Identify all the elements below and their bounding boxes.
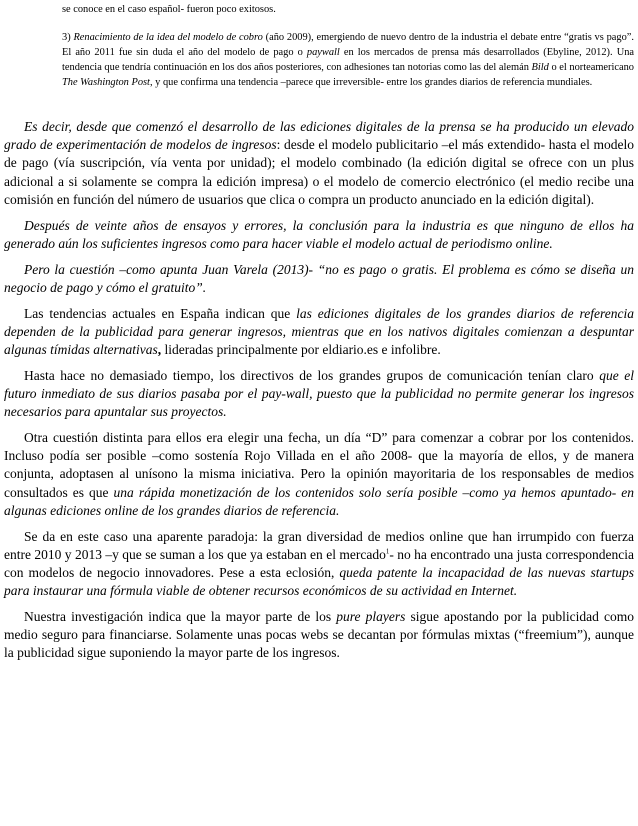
paragraph-3: Pero la cuestión –como apunta Juan Varela (2013)- “no es pago o gratis. El problema es cómo se diseña un negocio de pago y cómo el gratuito”. [4, 261, 634, 295]
paragraph-1: Es decir, desde que comenzó el desarrollo de las ediciones digitales de la prensa se ha producido un elevado grado de experimentación de modelos de ingresos: desde el modelo publicitario –el más extendido- hasta el modelo de pago (vía suscripción, vía venta por unidad); el modelo combinado (la edición digital se ofrece con un plus adicional a si solamente se compra la edición impresa) o el modelo de comercio electrónico (el medio recibe una comisión en función del número de usuarios que clica o compra un producto anunciado en la edición digital). [4, 119, 634, 207]
paragraph-7: Se da en este caso una aparente paradoja: la gran diversidad de medios online que han irrumpido con fuerza entre 2010 y 2013 –y que se suman a los que ya estaban en el mercado$^1$- no ha encontrado una justa correspondencia con modelos de negocio innovadores. Pese a esta eclosión, queda patente la incapacidad de las nuevas startups para instaurar una fórmula viable de obtener recursos económicos de su actividad en Internet. [4, 528, 635, 599]
footnote-ref[interactable]: 1 [385, 547, 390, 556]
indented-quote-continuation [62, 2, 634, 17]
indented-quote-item-3 [62, 30, 634, 90]
quote-line: se conoce en el caso español- fueron poco exitosos. [62, 4, 276, 15]
paragraph-5: Hasta hace no demasiado tiempo, los directivos de los grandes grupos de comunicación tenían claro que el futuro inmediato de sus diarios pasaba por el pay-wall, puesto que la publicidad no permite generar los ingresos necesarios para apuntalar sus proyectos. [4, 367, 634, 420]
paragraph-4: Las tendencias actuales en España indican que las ediciones digitales de los grandes diarios de referencia dependen de la publicidad para generar ingresos, mientras que en los nativos digitales comienzan a despuntar algunas tímidas alternativas, lideradas principalmente por eldiario.es e infolibre. [4, 305, 634, 358]
body-text [4, 118, 634, 663]
paragraph-2: Después de veinte años de ensayos y errores, la conclusión para la industria es que ninguno de ellos ha generado aún los suficientes ingresos como para hacer viable el modelo actual de periodismo online. [4, 217, 634, 251]
paragraph-6: Otra cuestión distinta para ellos era elegir una fecha, un día “D” para comenzar a cobrar por los contenidos. Incluso podía ser posible –como sostenía Rojo Villada en el año 2008- que la mayoría de ellos, y de manera conjunta, adoptasen al unísono la misma iniciativa. Pero la opinión mayoritaria de los responsables de medios consultados es que una rápida monetización de los contenidos solo sería posible –como ya hemos apuntado- en algunas ediciones online de los grandes diarios de referencia. [4, 430, 634, 518]
quote-item: 3) Renacimiento de la idea del modelo de cobro (año 2009), emergiendo de nuevo dentro de la industria el debate entre “gratis vs pago”. El año 2011 fue sin duda el año del modelo de pago o paywall en los mercados de prensa más desarrollados (Ebyline, 2012). Una tendencia que tendría continuación en los dos años posteriores, con adhesiones tan notorias como las del alemán Bild o el norteamericano The Washington Post, y que confirma una tendencia –parece que irreversible- entre los grandes diarios de referencia mundiales. [62, 32, 635, 88]
paragraph-8: Nuestra investigación indica que la mayor parte de los pure players sigue apostando por la publicidad como medio seguro para financiarse. Solamente unas pocas webs se decantan por fórmulas mixtas (“freemium”), aunque la publicidad sigue suponiendo la mayor parte de los ingresos. [4, 609, 634, 661]
